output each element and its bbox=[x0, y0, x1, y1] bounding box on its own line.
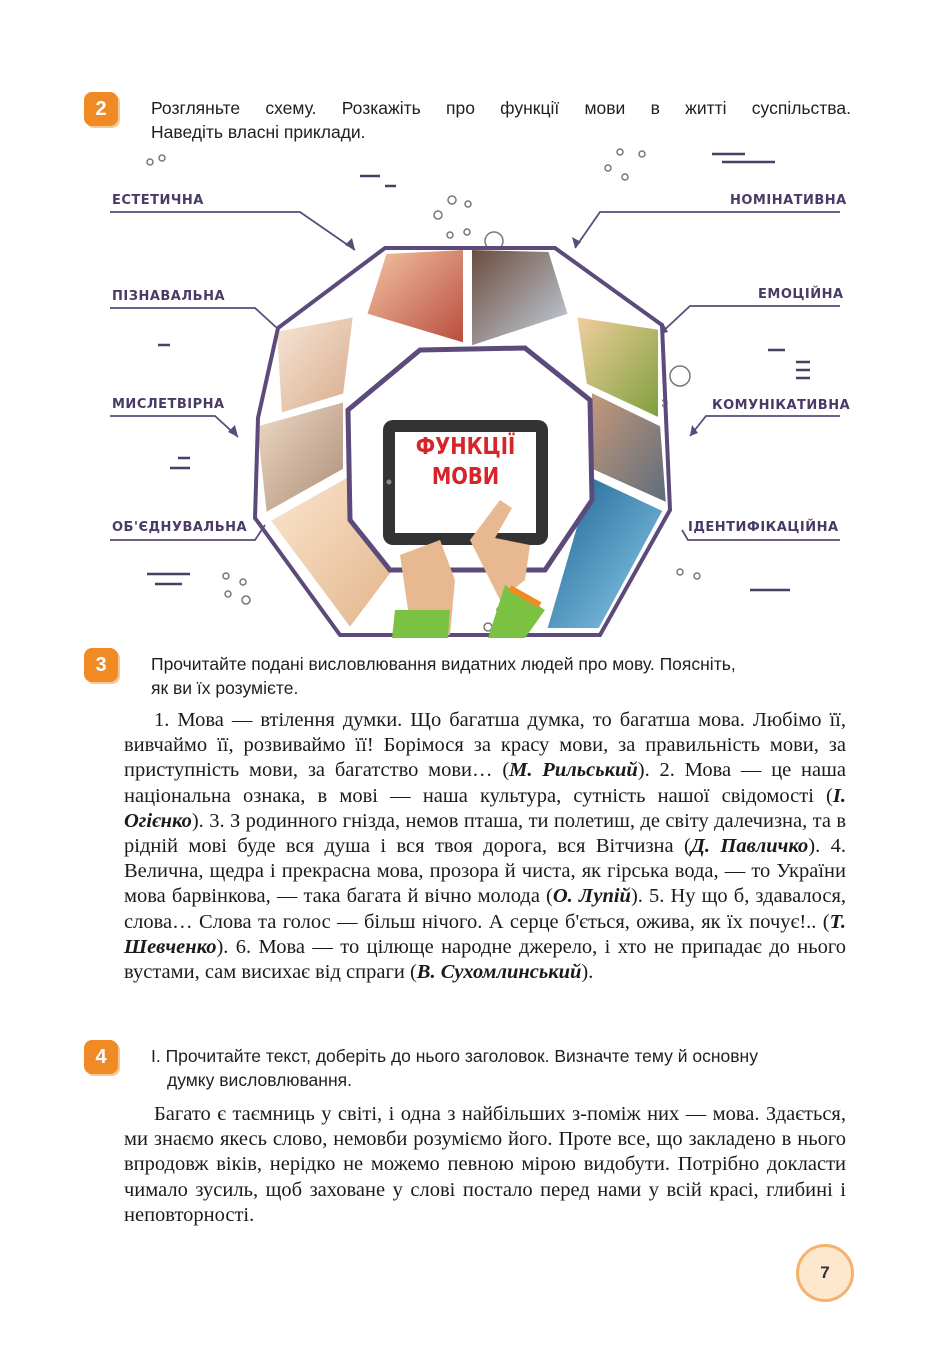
label-obiednuvalna: ОБ'ЄДНУВАЛЬНА bbox=[112, 520, 248, 535]
task-instruction bbox=[151, 1044, 851, 1092]
language-functions-diagram bbox=[0, 140, 941, 640]
photo-office-team bbox=[470, 248, 570, 348]
center-title-line: ФУНКЦІЇ bbox=[415, 434, 516, 460]
quote-author: О. Лупій bbox=[552, 885, 631, 908]
label-piznavalna: ПІЗНАВАЛЬНА bbox=[112, 289, 226, 304]
quote-end: ). bbox=[808, 835, 831, 858]
quotes-paragraph bbox=[124, 708, 846, 985]
task-instruction-line: як ви їх розумієте. bbox=[151, 678, 299, 698]
task-instruction bbox=[151, 652, 851, 700]
quote-author: В. Сухомлинський bbox=[416, 961, 582, 984]
passage-paragraph: Багато є таємниць у світі, і одна з найбільших з-поміж них — мова. Здається, ми знаємо якесь слово, немовби розуміємо його. Проте все, що закладено в нього впродовж віків, нерідко не можемо певною мірою видобути. Потрібно докласти чимало зусиль, щоб заховане у слові постало перед нами у всій красі, глибині і неповторності. bbox=[124, 1103, 846, 1226]
quote-text: 5. Ну що б, здавалося, слова… Слова та голос — більш нічого. А серце б'ється, ожива, як їх почує!.. ( bbox=[124, 885, 847, 933]
label-emotsiina: ЕМОЦІЙНА bbox=[758, 287, 844, 302]
task-instruction-line: Наведіть власні приклади. bbox=[151, 122, 366, 142]
quote-author: М. Рильський bbox=[509, 759, 638, 782]
task-instruction-line: Прочитайте подані висловлювання видатних людей про мову. Поясніть, bbox=[151, 654, 736, 674]
quote-text: 4. Велична, щедра і прекрасна мова, прозора й чиста, як гірська вода, — то України мова барвінкова, — така багата й вічно молода ( bbox=[124, 835, 846, 908]
quote-author: І. Огієнко bbox=[124, 784, 846, 832]
task-number-badge: 4 bbox=[84, 1040, 118, 1074]
quote-text: 6. Мова — то цілюще народне джерело, і хто не припадає до нього вустами, сам висихає від спраги ( bbox=[124, 935, 847, 984]
label-nominatyvna: НОМІНАТИВНА bbox=[730, 193, 847, 208]
label-identyfikatsiina: ІДЕНТИФІКАЦІЙНА bbox=[688, 520, 839, 535]
quote-end: ). bbox=[637, 759, 660, 782]
quote-author: Д. Павличко bbox=[690, 835, 809, 858]
task-number-badge: 2 bbox=[84, 92, 118, 126]
label-mysletvirna: МИСЛЕТВІРНА bbox=[112, 397, 225, 412]
photo-singer bbox=[365, 248, 465, 345]
center-title-line: МОВИ bbox=[431, 464, 500, 490]
task-instruction-line: Розгляньте схему. Розкажіть про функції мови в житті суспільства. bbox=[151, 98, 851, 118]
task-instruction bbox=[151, 96, 851, 144]
quote-text: 3. З родинного гнізда, немов пташа, ти полетиш, де світу далечизна, та в рідній мові буде вся душа і вся твоя дорога, вся Вітчизна ( bbox=[124, 809, 847, 858]
task-instruction-line: думку висловлювання. bbox=[167, 1070, 352, 1090]
diagram-center-title bbox=[406, 432, 526, 492]
quote-author: Т. Шевченко bbox=[124, 910, 846, 958]
quote-end: ). bbox=[581, 961, 594, 984]
task-number-badge: 3 bbox=[84, 648, 118, 682]
task-instruction-line: І. Прочитайте текст, доберіть до нього заголовок. Визначте тему й основну bbox=[151, 1046, 758, 1066]
page-number: 7 bbox=[796, 1244, 854, 1302]
label-komunikatyvna: КОМУНІКАТИВНА bbox=[712, 398, 851, 413]
quote-text: 1. Мова — втілення думки. Що багатша думка, то багатша мова. Любімо її, вивчаймо її, розвиваймо її! Борімося за красу мови, за правильність мови, за приступність мови, за багатство мови… ( bbox=[124, 709, 846, 782]
label-estetychna: ЕСТЕТИЧНА bbox=[112, 193, 204, 208]
quote-end: ). bbox=[191, 809, 210, 832]
quote-text: 2. Мова — це наша національна ознака, в мові — наша культура, сутність нашої свідомості ( bbox=[124, 759, 847, 807]
quote-end: ). bbox=[630, 885, 650, 908]
quote-end: ). bbox=[216, 935, 236, 958]
